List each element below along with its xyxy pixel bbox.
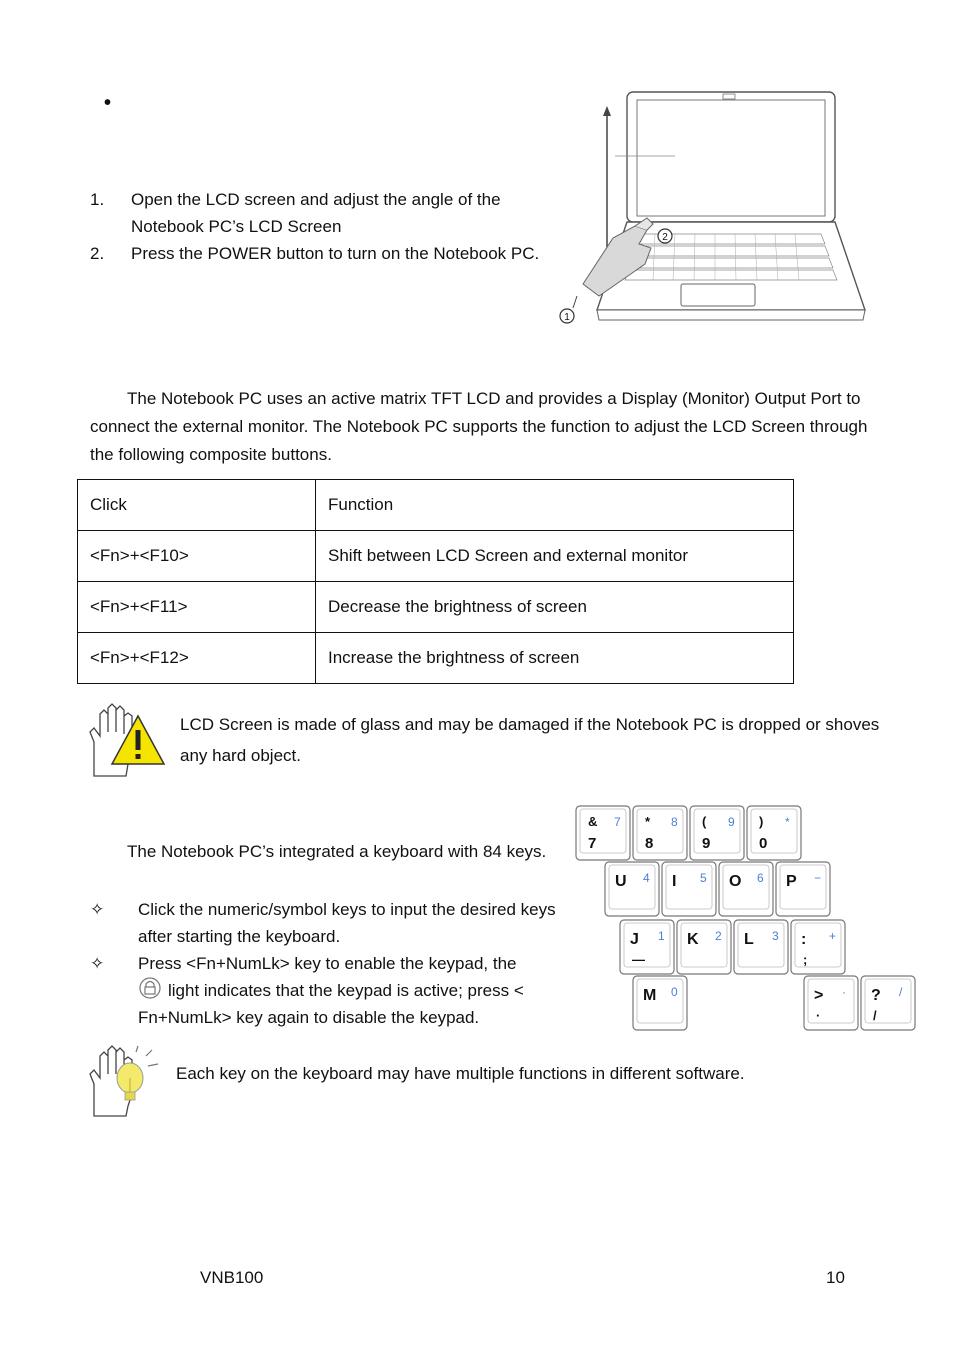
keypad-numpad-label: + [829,929,837,943]
keypad-key-label: I [672,873,677,890]
keypad-numpad-label: · [842,985,846,999]
keypad-key [633,806,687,860]
list-item-text-after: light indicates that the keypad is active; press < Fn+NumLk> key again to disable the keypad. [138,981,524,1027]
keypad-numpad-label: 1 [658,929,665,943]
lcd-paragraph: The Notebook PC uses an active matrix TFT LCD and provides a Display (Monitor) Output Port to connect the external monitor. The Notebook PC supports the function to adjust the LCD Screen through the following composite buttons. [90,389,868,464]
keypad-key-label: O [729,873,742,890]
keypad-key-label: > [814,987,824,1004]
warning-note: LCD Screen is made of glass and may be damaged if the Notebook PC is dropped or shoves any hard object. [180,715,880,765]
keypad-numpad-label: 3 [772,929,779,943]
keypad-key-label: U [615,873,627,890]
keypad-numpad-label: 6 [757,871,764,885]
tip-note: Each key on the keyboard may have multiple functions in different software. [176,1064,745,1083]
keypad-key-label: L [744,931,754,948]
keypad-key [791,920,845,974]
keypad-key [677,920,731,974]
keypad-key-symbol: ( [702,814,707,829]
keypad-key-label: 7 [588,835,597,852]
numlock-light-icon [138,977,162,999]
table-cell: <Fn>+<F10> [78,531,316,582]
keypad-key-label: 8 [645,835,654,852]
callout-1: 1 [564,312,570,323]
keypad-key-label: : [801,931,807,948]
step-number: 2. [90,244,105,263]
keypad-key-sublabel: / [873,1008,877,1023]
keypad-key-symbol: * [645,814,651,829]
step-number: 1. [90,190,105,209]
keypad-key-label: K [687,931,699,948]
warning-hand-icon [84,702,166,778]
footer-model: VNB100 [200,1268,264,1287]
diamond-bullet-icon: ✧ [90,900,105,919]
table-row [78,633,794,684]
table-header-cell: Function [316,480,794,531]
page-number: 10 [826,1268,845,1287]
keypad-key [633,976,687,1030]
keyboard-paragraph: The Notebook PC’s integrated a keyboard with 84 keys. [127,842,547,861]
keypad-numpad-label: / [899,985,903,999]
list-item-text-before: Press <Fn+NumLk> key to enable the keypad, the [138,954,517,973]
keypad-key-label: J [630,931,639,948]
laptop-illustration [555,88,870,328]
keypad-numpad-label: 8 [671,815,678,829]
keypad-key-label: ? [871,987,881,1004]
keypad-key-label: 9 [702,835,711,852]
keypad-numpad-label: 9 [728,815,735,829]
table-cell: Increase the brightness of screen [316,633,794,684]
step-text: Open the LCD screen and adjust the angle of the Notebook PC’s LCD Screen [131,190,501,236]
table-cell: <Fn>+<F12> [78,633,316,684]
keypad-numpad-label: 5 [700,871,707,885]
keypad-key-symbol: & [588,814,598,829]
keypad-key [776,862,830,916]
callout-2: 2 [662,232,668,243]
keypad-key-label: M [643,987,657,1004]
lcd-hotkey-table [77,479,794,684]
keypad-key [719,862,773,916]
keypad-key-sublabel: ; [803,952,808,967]
table-row [78,582,794,633]
keypad-key [576,806,630,860]
keypad-numpad-label: 0 [671,985,678,999]
step-item [90,240,550,267]
bullet-dot: • [104,92,112,114]
keypad-numpad-label: 7 [614,815,621,829]
keypad-key [605,862,659,916]
step-item [90,186,550,240]
table-cell: <Fn>+<F11> [78,582,316,633]
keypad-key [662,862,716,916]
keypad-key [747,806,801,860]
tip-lightbulb-hand-icon [86,1044,162,1118]
diamond-bullet-icon: ✧ [90,954,105,973]
list-item-text: Click the numeric/symbol keys to input the desired keys after starting the keyboard. [138,900,556,946]
keypad-key-sublabel: · [816,1008,821,1023]
keypad-key-label: P [786,873,797,890]
keypad-key-symbol: ) [759,814,764,829]
keyboard-list [90,896,560,1031]
list-item [90,896,560,950]
table-header-cell: Click [78,480,316,531]
keypad-illustration [572,802,903,1038]
table-cell: Shift between LCD Screen and external monitor [316,531,794,582]
keypad-numpad-label: * [785,815,790,829]
keypad-numpad-label: 2 [715,929,722,943]
keypad-key [620,920,674,974]
keypad-key-label: 0 [759,835,768,852]
list-item [90,950,560,1031]
keypad-key [804,976,858,1030]
table-row [78,531,794,582]
keypad-key [861,976,915,1030]
table-header-row [78,480,794,531]
keypad-numpad-label: 4 [643,871,650,885]
startup-steps [90,186,550,267]
step-text: Press the POWER button to turn on the Notebook PC. [131,244,540,263]
keypad-numpad-label: − [814,871,822,885]
keypad-key [690,806,744,860]
keypad-key [734,920,788,974]
list-item-text [138,950,560,1031]
keypad-key-sublabel: — [632,952,645,967]
table-cell: Decrease the brightness of screen [316,582,794,633]
